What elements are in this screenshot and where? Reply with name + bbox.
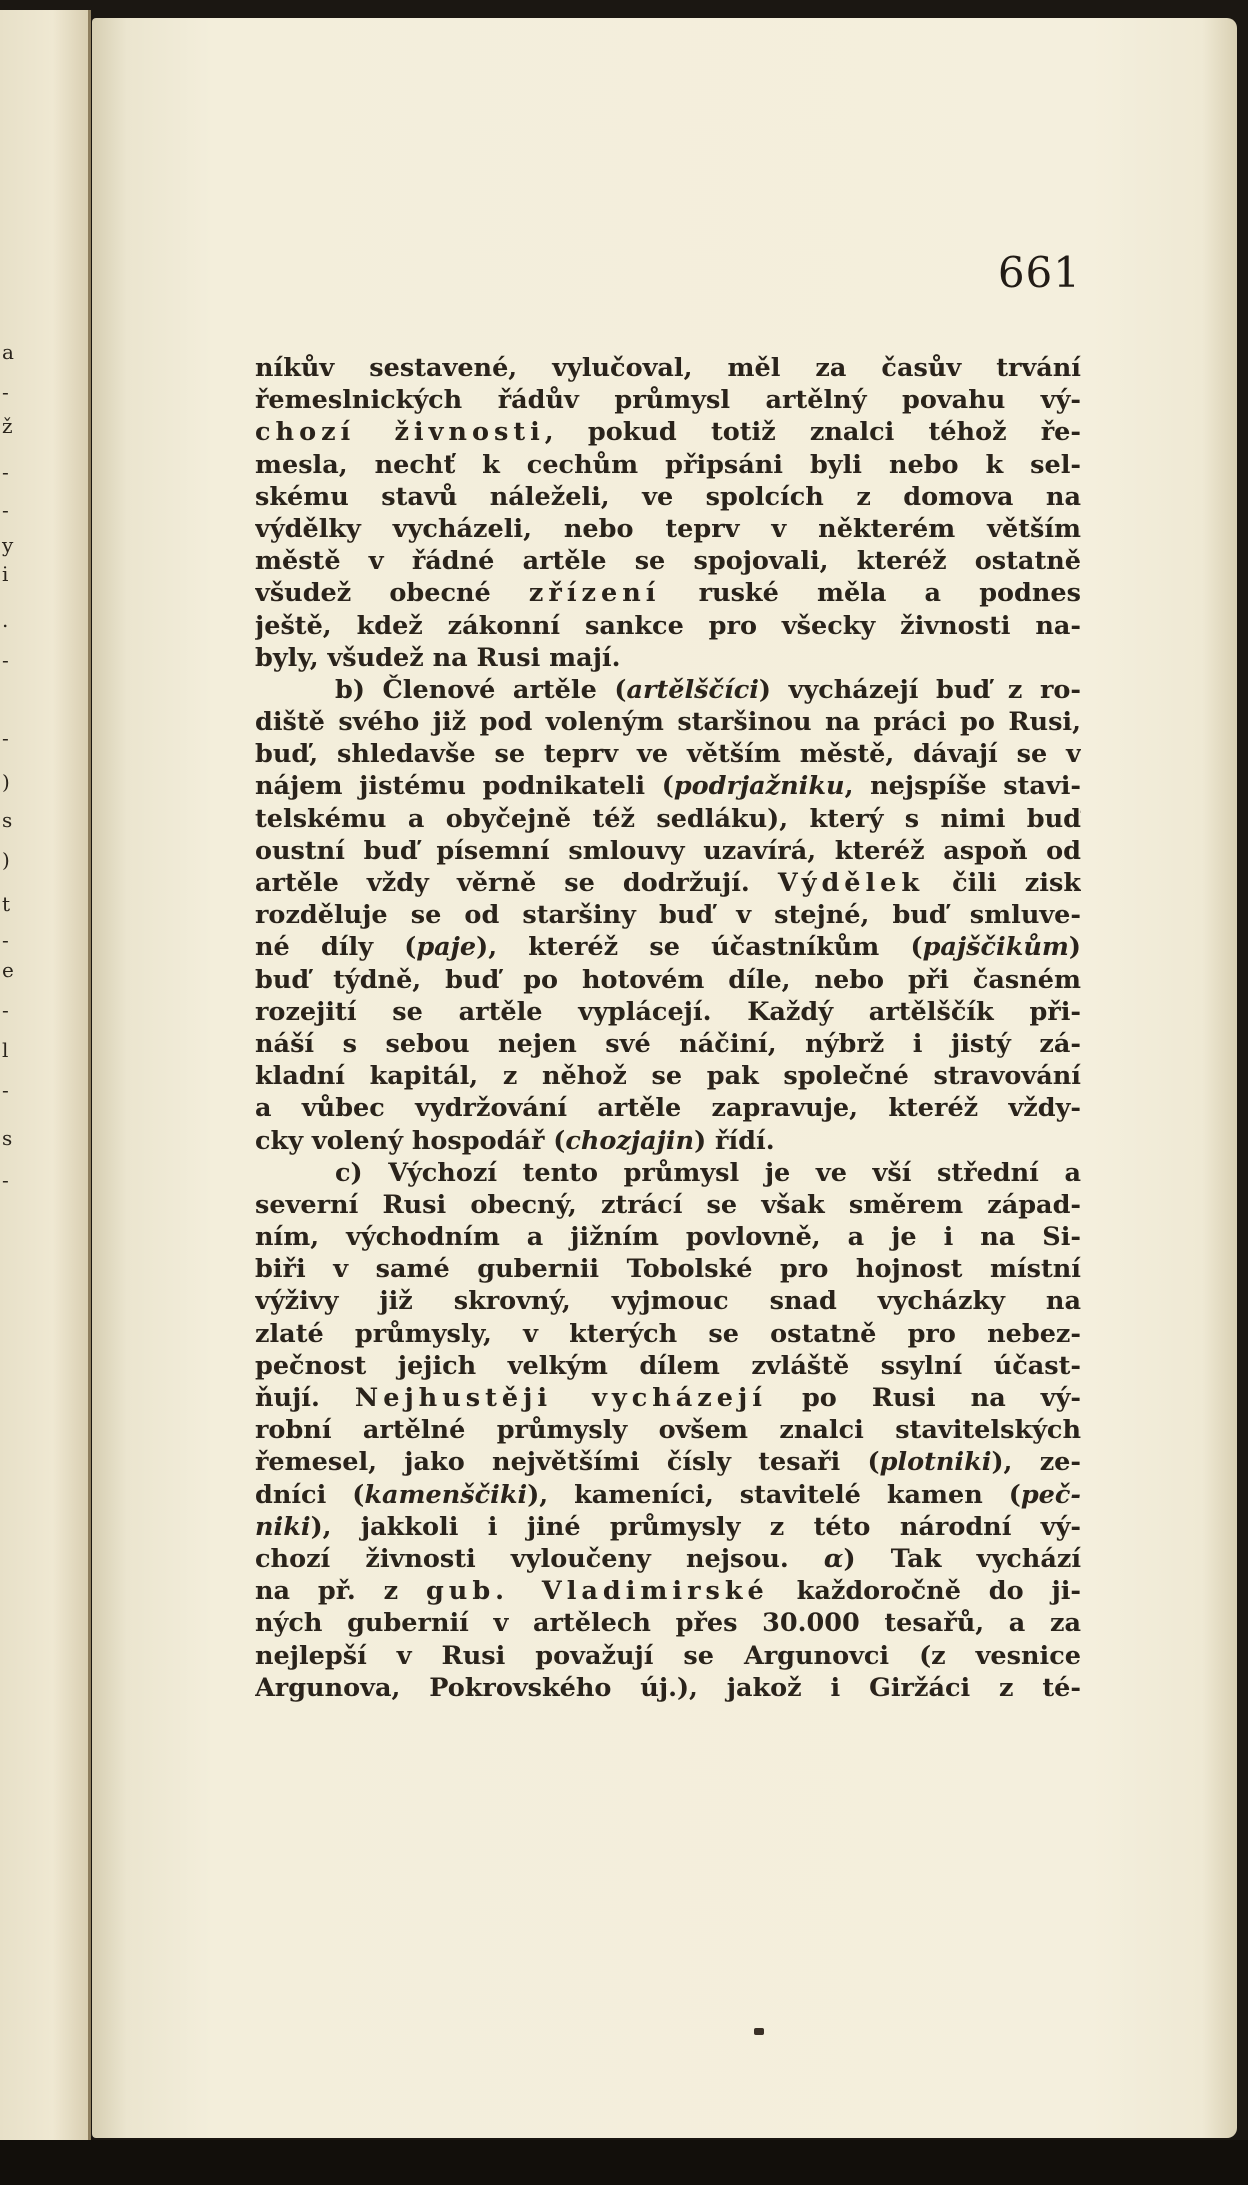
prev-page-fragment: - [2, 460, 9, 484]
text-line [255, 1189, 1081, 1221]
italic-term: pajščikům [922, 932, 1069, 963]
text-run: ním, východním a jižním povlovně, a je i na Si- [255, 1222, 1081, 1253]
text-run: severní Rusi obecný, ztrácí se však směrem západ- [255, 1189, 1081, 1220]
text-run: né díly ( [255, 932, 417, 963]
text-line [255, 545, 1081, 577]
text-run: ) vycházejí buď z ro- [758, 674, 1081, 705]
text-run: ), ze- [991, 1447, 1081, 1478]
text-run: každoročně do ji- [768, 1576, 1081, 1607]
text-run: ňují. [255, 1383, 355, 1413]
text-run: a vůbec vydržování artěle zapravuje, kteréž vždy- [255, 1093, 1081, 1124]
prev-page-fragment: y [2, 533, 14, 557]
text-run: rozejití se artěle vyplácejí. Každý artělščík při- [255, 996, 1081, 1027]
text-line [255, 770, 1081, 802]
text-line [255, 899, 1081, 931]
text-run: čili zisk [924, 868, 1081, 898]
text-run: na př. z [255, 1576, 426, 1607]
text-run: , nejspíše stavi- [844, 771, 1081, 802]
text-run: Argunova, Pokrovského új.), jakož i Giržáci z té- [255, 1672, 1081, 1703]
italic-term: podrjažniku [673, 771, 845, 802]
text-run: oustní buď písemní smlouvy uzavírá, kteréž aspoň od [255, 835, 1081, 866]
text-line [255, 1414, 1081, 1446]
spaced-emphasis: gub. Vladimirské [425, 1576, 769, 1607]
text-run: městě v řádné artěle se spojovali, kteréž ostatně [255, 546, 1081, 577]
text-run: po Rusi na vý- [766, 1383, 1081, 1413]
text-run: mesla, nechť k cechům připsáni byli nebo k sel- [255, 449, 1081, 480]
text-line [255, 1479, 1081, 1511]
italic-term: α [823, 1543, 844, 1574]
prev-page-fragment: - [2, 380, 9, 404]
prev-page-fragment: ) [2, 770, 10, 794]
spaced-emphasis: zřízení [528, 578, 661, 609]
text-run: řemeslnických řádův průmysl artělný povahu vý- [255, 385, 1081, 416]
text-line [255, 1221, 1081, 1253]
text-run: ) [1068, 932, 1081, 963]
text-run: byly, všudež na Rusi mají. [255, 642, 621, 673]
text-run: níkův sestavené, vylučoval, měl za časův trvání [255, 353, 1081, 383]
text-line [255, 1060, 1081, 1092]
spaced-emphasis: Nejhustěji vycházejí [354, 1383, 767, 1413]
text-line [255, 1157, 1081, 1189]
bottom-edge [0, 2140, 1248, 2185]
text-run: chozí živnosti vyloučeny nejsou. [255, 1543, 824, 1574]
text-run: kladní kapitál, z něhož se pak společné stravování [255, 1061, 1081, 1092]
text-run: pečnost jejich velkým dílem zvláště ssylní účast- [255, 1350, 1081, 1381]
text-run: skému stavů náleželi, ve spolcích z domova na [255, 481, 1081, 512]
text-line [255, 1607, 1081, 1639]
text-line [255, 1446, 1081, 1478]
text-run: zlaté průmysly, v kterých se ostatně pro nebez- [255, 1318, 1081, 1349]
prev-page-fragment: - [2, 998, 9, 1022]
text-line [255, 513, 1081, 545]
text-run: ) Tak vychází [843, 1543, 1081, 1574]
text-line [255, 1511, 1081, 1543]
text-run: nájem jistému podnikateli ( [255, 771, 674, 802]
text-line [255, 416, 1081, 448]
text-line [255, 1382, 1081, 1414]
prev-page-fragment: - [2, 1078, 9, 1102]
text-line [255, 642, 1081, 674]
text-run: buď týdně, buď po hotovém díle, nebo při časném [255, 964, 1081, 995]
text-line [255, 1640, 1081, 1672]
text-run: náší s sebou nejen své náčiní, nýbrž i jistý zá- [255, 1028, 1081, 1059]
text-line [255, 1253, 1081, 1285]
prev-page-fragment: - [2, 726, 9, 750]
text-run: všudež obecné [255, 578, 529, 609]
text-run: biři v samé gubernii Tobolské pro hojnost místní [255, 1254, 1081, 1285]
text-run: b) Členové artěle ( [335, 674, 627, 705]
italic-term: niki [255, 1511, 311, 1542]
text-line [255, 481, 1081, 513]
text-run: , pokud totiž znalci téhož ře- [544, 417, 1081, 448]
text-run: dníci ( [255, 1479, 365, 1510]
text-line [255, 352, 1081, 384]
italic-term: paje [416, 932, 477, 963]
text-run: výdělky vycházeli, nebo teprv v některém větším [255, 513, 1081, 544]
text-line [255, 1318, 1081, 1350]
text-line [255, 577, 1081, 609]
text-line [255, 867, 1081, 899]
text-run: diště svého již pod voleným staršinou na práci po Rusi, [255, 707, 1081, 738]
text-line [255, 738, 1081, 770]
text-run: ), kteréž se účastníkům ( [476, 932, 923, 963]
text-run: robní artělné průmysly ovšem znalci stavitelských [255, 1415, 1081, 1446]
text-line [255, 449, 1081, 481]
text-line [255, 384, 1081, 416]
italic-term: kamenščiki [364, 1479, 528, 1510]
prev-page-fragment: s [2, 808, 13, 832]
italic-term: artělščíci [626, 674, 759, 705]
text-run: řemesel, jako největšími čísly tesaři ( [255, 1447, 880, 1478]
text-run: c) Výchozí tento průmysl je ve vší střední a [335, 1157, 1081, 1188]
italic-term: chozjajin [565, 1125, 695, 1156]
body-text [255, 352, 1081, 1704]
spaced-emphasis: chozí živnosti [255, 417, 545, 448]
prev-page-fragment: i [2, 562, 9, 586]
text-line [255, 964, 1081, 996]
text-line [255, 1028, 1081, 1060]
spaced-emphasis: Výdělek [777, 868, 925, 898]
italic-term: plotniki [879, 1447, 992, 1478]
text-run: výživy již skrovný, vyjmouc snad vycházky na [255, 1286, 1081, 1317]
text-line [255, 1575, 1081, 1607]
text-line [255, 931, 1081, 963]
previous-page-edge [0, 10, 91, 2150]
prev-page-fragment: ž [2, 414, 13, 438]
text-line [255, 1672, 1081, 1704]
prev-page-fragment: l [2, 1038, 9, 1062]
text-run: cky volený hospodář ( [255, 1125, 566, 1156]
text-run: ) řídí. [694, 1125, 775, 1156]
prev-page-fragment: - [2, 928, 9, 952]
text-run: ruské měla a podnes [660, 578, 1081, 609]
italic-term: peč- [1020, 1479, 1081, 1510]
prev-page-fragment: - [2, 498, 9, 522]
text-line [255, 1285, 1081, 1317]
prev-page-fragment: . [2, 608, 9, 632]
prev-page-fragment: - [2, 1168, 9, 1192]
text-line [255, 1125, 1081, 1157]
text-line [255, 996, 1081, 1028]
text-line [255, 706, 1081, 738]
prev-page-fragment: a [2, 340, 14, 364]
text-run: rozděluje se od staršiny buď v stejné, buď smluve- [255, 900, 1081, 931]
text-line [255, 1543, 1081, 1575]
text-run: ných gubernií v artělech přes 30.000 tesařů, a za [255, 1608, 1081, 1639]
prev-page-fragment: - [2, 648, 9, 672]
prev-page-fragment: s [2, 1126, 13, 1150]
text-line [255, 610, 1081, 642]
prev-page-fragment: t [2, 892, 11, 916]
text-run: telskému a obyčejně též sedláku), který s nimi buď [255, 803, 1081, 834]
text-line [255, 1350, 1081, 1382]
prev-page-fragment: ) [2, 848, 10, 872]
text-run: ještě, kdež zákonní sankce pro všecky živnosti na- [255, 610, 1081, 641]
text-line [255, 803, 1081, 835]
text-run: artěle vždy věrně se dodržují. [255, 868, 778, 898]
prev-page-fragment: e [2, 958, 14, 982]
ink-speck [754, 2028, 764, 2035]
text-line [255, 1092, 1081, 1124]
text-run: ), jakkoli i jiné průmysly z této národní vý- [310, 1511, 1081, 1542]
text-run: nejlepší v Rusi považují se Argunovci (z vesnice [255, 1640, 1081, 1671]
text-line [255, 674, 1081, 706]
page-number: 661 [997, 248, 1081, 297]
text-line [255, 835, 1081, 867]
book-page [92, 18, 1237, 2138]
text-run: ), kameníci, stavitelé kamen ( [527, 1479, 1021, 1510]
text-run: buď, shledavše se teprv ve větším městě, dávají se v [255, 739, 1081, 770]
